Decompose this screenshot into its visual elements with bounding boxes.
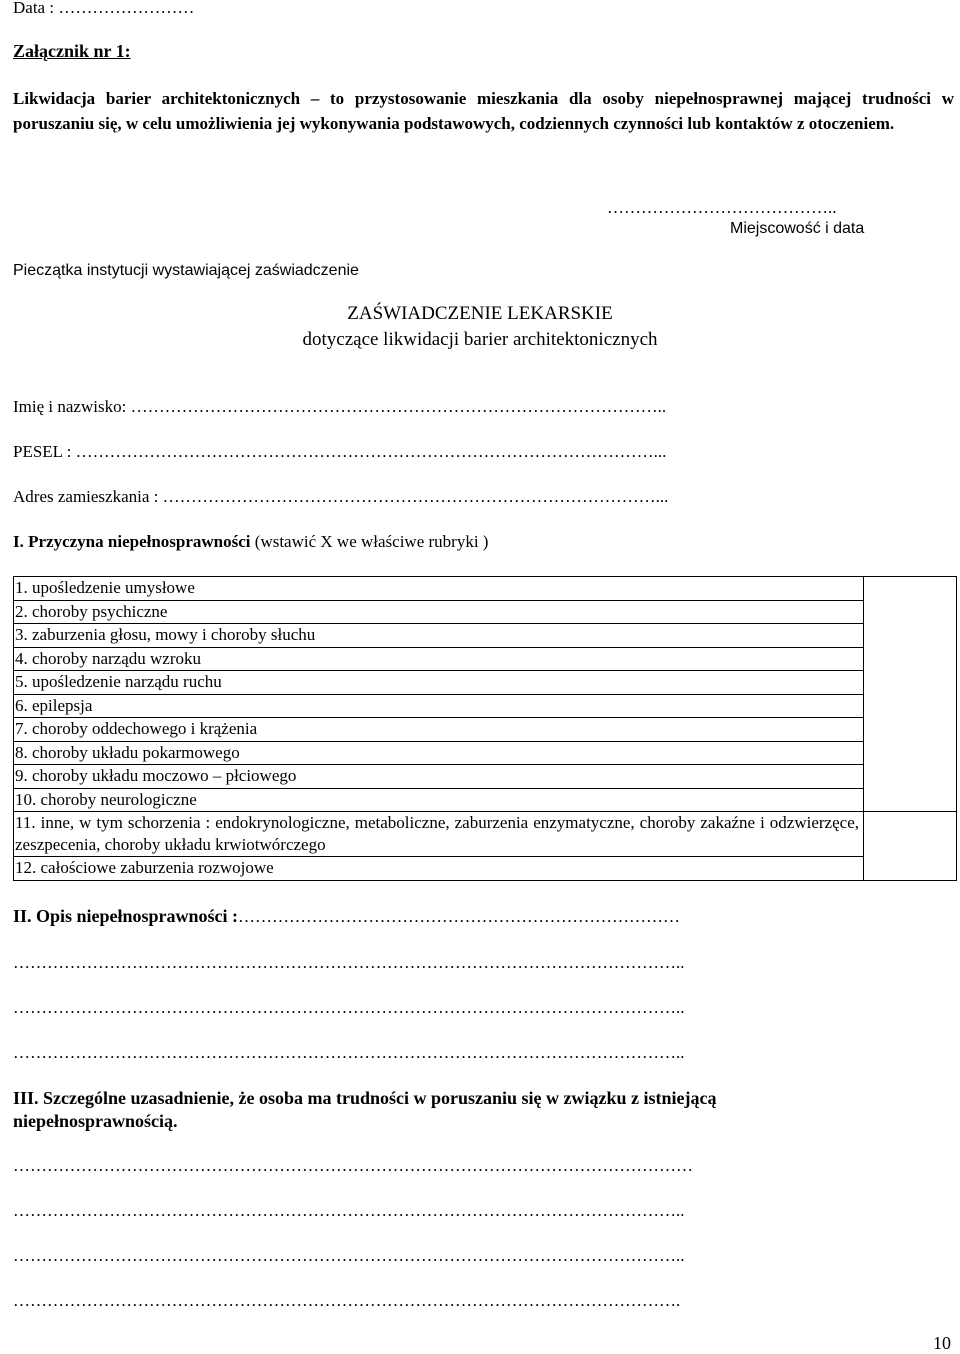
pesel-label: PESEL : — [13, 442, 72, 461]
address-label: Adres zamieszkania : — [13, 487, 159, 506]
pesel-field[interactable] — [13, 442, 666, 462]
section1-heading — [13, 532, 488, 552]
name-field[interactable] — [13, 397, 666, 417]
place-date-dots: ………………………………….. — [607, 198, 837, 217]
table-row — [14, 812, 957, 857]
intro-paragraph: Likwidacja barier architektonicznych – to przystosowanie mieszkania dla osoby niepełnosprawnej mającej trudności w poruszaniu się, w celu umożliwienia jej wykonywania podstawowych, codziennych czynności lub kontaktów z otoczeniem. — [13, 89, 954, 133]
cause-label: 6. epilepsja — [14, 694, 864, 718]
section3-line[interactable]: ………………………………………………………………………………………………………. — [13, 1291, 681, 1310]
cause-label: 7. choroby oddechowego i krążenia — [14, 718, 864, 742]
section2-line[interactable]: ……………………………………………………………………………………………………….. — [13, 953, 685, 972]
cause-label: 8. choroby układu pokarmowego — [14, 741, 864, 765]
document-title: ZAŚWIADCZENIE LEKARSKIE — [347, 303, 613, 324]
document-subtitle: dotyczące likwidacji barier architektonicznych — [302, 329, 658, 350]
table-row — [14, 577, 957, 601]
name-label: Imię i nazwisko: — [13, 397, 127, 416]
cause-label: 12. całościowe zaburzenia rozwojowe — [14, 857, 864, 881]
table-row — [14, 741, 957, 765]
section3-line[interactable]: ……………………………………………………………………………………………………….. — [13, 1201, 685, 1220]
section3-heading-cont: niepełnosprawnością. — [13, 1111, 178, 1131]
address-field[interactable] — [13, 487, 668, 507]
cause-label: 5. upośledzenie narządu ruchu — [14, 671, 864, 695]
cause-label: 1. upośledzenie umysłowe — [14, 577, 864, 601]
cause-label: 4. choroby narządu wzroku — [14, 647, 864, 671]
section3-line[interactable]: ………………………………………………………………………………………………………… — [13, 1156, 693, 1175]
section2-line[interactable]: ……………………………………………………………………………………………………….. — [13, 1043, 685, 1062]
section3-heading: III. Szczególne uzasadnienie, że osoba ma trudności w poruszaniu się w związku z istniejącą — [13, 1088, 717, 1108]
page-number: 10 — [933, 1333, 951, 1353]
disability-cause-table — [13, 576, 957, 881]
attachment-label: Załącznik nr 1: — [13, 41, 131, 61]
section2-line[interactable]: ……………………………………………………………………………………………………….. — [13, 998, 685, 1017]
section2-heading-dots: …………………………………………………………………… — [238, 907, 681, 926]
section1-heading-bold: I. Przyczyna niepełnosprawności — [13, 532, 251, 551]
name-dots: ………………………………………………………………………………….. — [130, 397, 667, 416]
table-row — [14, 600, 957, 624]
cause-label: 9. choroby układu moczowo – płciowego — [14, 765, 864, 789]
table-row — [14, 647, 957, 671]
stamp-label: Pieczątka instytucji wystawiającej zaświadczenie — [13, 262, 359, 279]
cause-label: 3. zaburzenia głosu, mowy i choroby słuchu — [14, 624, 864, 648]
section2-heading-line — [13, 906, 680, 927]
table-row — [14, 671, 957, 695]
cause-label: 11. inne, w tym schorzenia : endokrynologiczne, metaboliczne, zaburzenia enzymatyczne, choroby zakaźne i odzwierzęce, zeszpecenia, choroby układu krwiotwórczego — [14, 812, 864, 857]
cause-checkbox-group-1-10[interactable] — [864, 577, 957, 812]
cause-checkbox-group-11-12[interactable] — [864, 812, 957, 881]
pesel-dots: …………………………………………………………………………………………... — [75, 442, 667, 461]
table-row — [14, 788, 957, 812]
date-line: Data : …………………… — [13, 0, 195, 17]
address-dots: ……………………………………………………………………………... — [162, 487, 669, 506]
section3-line[interactable]: ……………………………………………………………………………………………………….. — [13, 1246, 685, 1265]
section2-heading: II. Opis niepełnosprawności : — [13, 906, 239, 926]
table-row — [14, 857, 957, 881]
table-row — [14, 765, 957, 789]
table-row — [14, 624, 957, 648]
cause-label: 10. choroby neurologiczne — [14, 788, 864, 812]
section1-heading-note: (wstawić X we właściwe rubryki ) — [250, 532, 489, 551]
place-date-label: Miejscowość i data — [730, 220, 865, 237]
table-row — [14, 718, 957, 742]
cause-label: 2. choroby psychiczne — [14, 600, 864, 624]
table-row — [14, 694, 957, 718]
